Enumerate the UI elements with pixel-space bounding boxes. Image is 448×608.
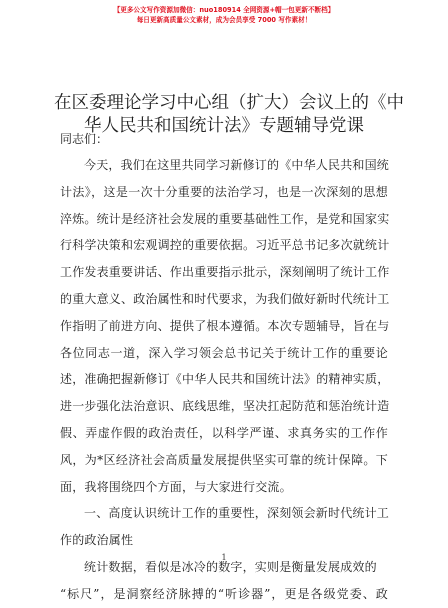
body-line: 进一步强化法治意识、底线思维，坚决扛起防范和惩治统计造 bbox=[60, 399, 390, 414]
body-line: 统计数据，看似是冰冷的数字，实则是衡量发展成效的 bbox=[84, 559, 377, 574]
section-heading-line-2: 作的政治属性 bbox=[60, 533, 134, 548]
document-title-line-1: 在区委理论学习中心组（扩大）会议上的《中 bbox=[54, 92, 404, 113]
document-title-line-2: 华人民共和国统计法》专题辅导党课 bbox=[84, 115, 364, 136]
body-line: 各位同志一道，深入学习领会总书记关于统计工作的重要论 bbox=[60, 345, 388, 360]
body-line: 风，为*区经济社会高质量发展提供坚实可靠的统计保障。下 bbox=[60, 452, 388, 467]
promo-banner bbox=[0, 5, 448, 25]
body-line: 述，准确把握新修订《中华人民共和国统计法》的精神实质， bbox=[60, 372, 390, 387]
body-line: 假、弄虚作假的政治责任，以科学严谨、求真务实的工作作 bbox=[60, 425, 388, 440]
promo-banner-line-1: 【更多公文写作资源加微信：nuo180914 全网资源+帽一包更新不断档】 bbox=[113, 6, 335, 14]
greeting: 同志们： bbox=[60, 132, 109, 146]
body-line: 计法》，这是一次十分重要的法治学习，也是一次深刻的思想 bbox=[60, 184, 388, 199]
body-line: 的重大意义、政治属性和时代要求，为我们做好新时代统计工 bbox=[60, 291, 390, 306]
section-heading-line-1: 一、高度认识统计工作的重要性，深刻领会新时代统计工 bbox=[84, 506, 390, 521]
page-number: 1 bbox=[221, 553, 227, 562]
body-line: “标尺”，是洞察经济脉搏的“听诊器”，更是各级党委、政 bbox=[60, 586, 388, 601]
body-line: 今天，我们在这里共同学习新修订的《中华人民共和国统 bbox=[84, 158, 390, 172]
body-line: 工作发表重要讲话、作出重要指示批示，深刻阐明了统计工作 bbox=[60, 265, 390, 280]
body-line: 面，我将围绕四个方面，与大家进行交流。 bbox=[60, 479, 292, 494]
body-line: 行科学决策和宏观调控的重要依据。习近平总书记多次就统计 bbox=[60, 238, 390, 253]
body-line: 作指明了前进方向、提供了根本遵循。本次专题辅导，旨在与 bbox=[60, 318, 390, 333]
body-text bbox=[60, 152, 388, 608]
body-line: 淬炼。统计是经济社会发展的重要基础性工作，是党和国家实 bbox=[60, 211, 390, 226]
promo-banner-line-2: 每日更新高质量公文素材，成为会员享受 7000 写作素材！ bbox=[136, 16, 312, 24]
